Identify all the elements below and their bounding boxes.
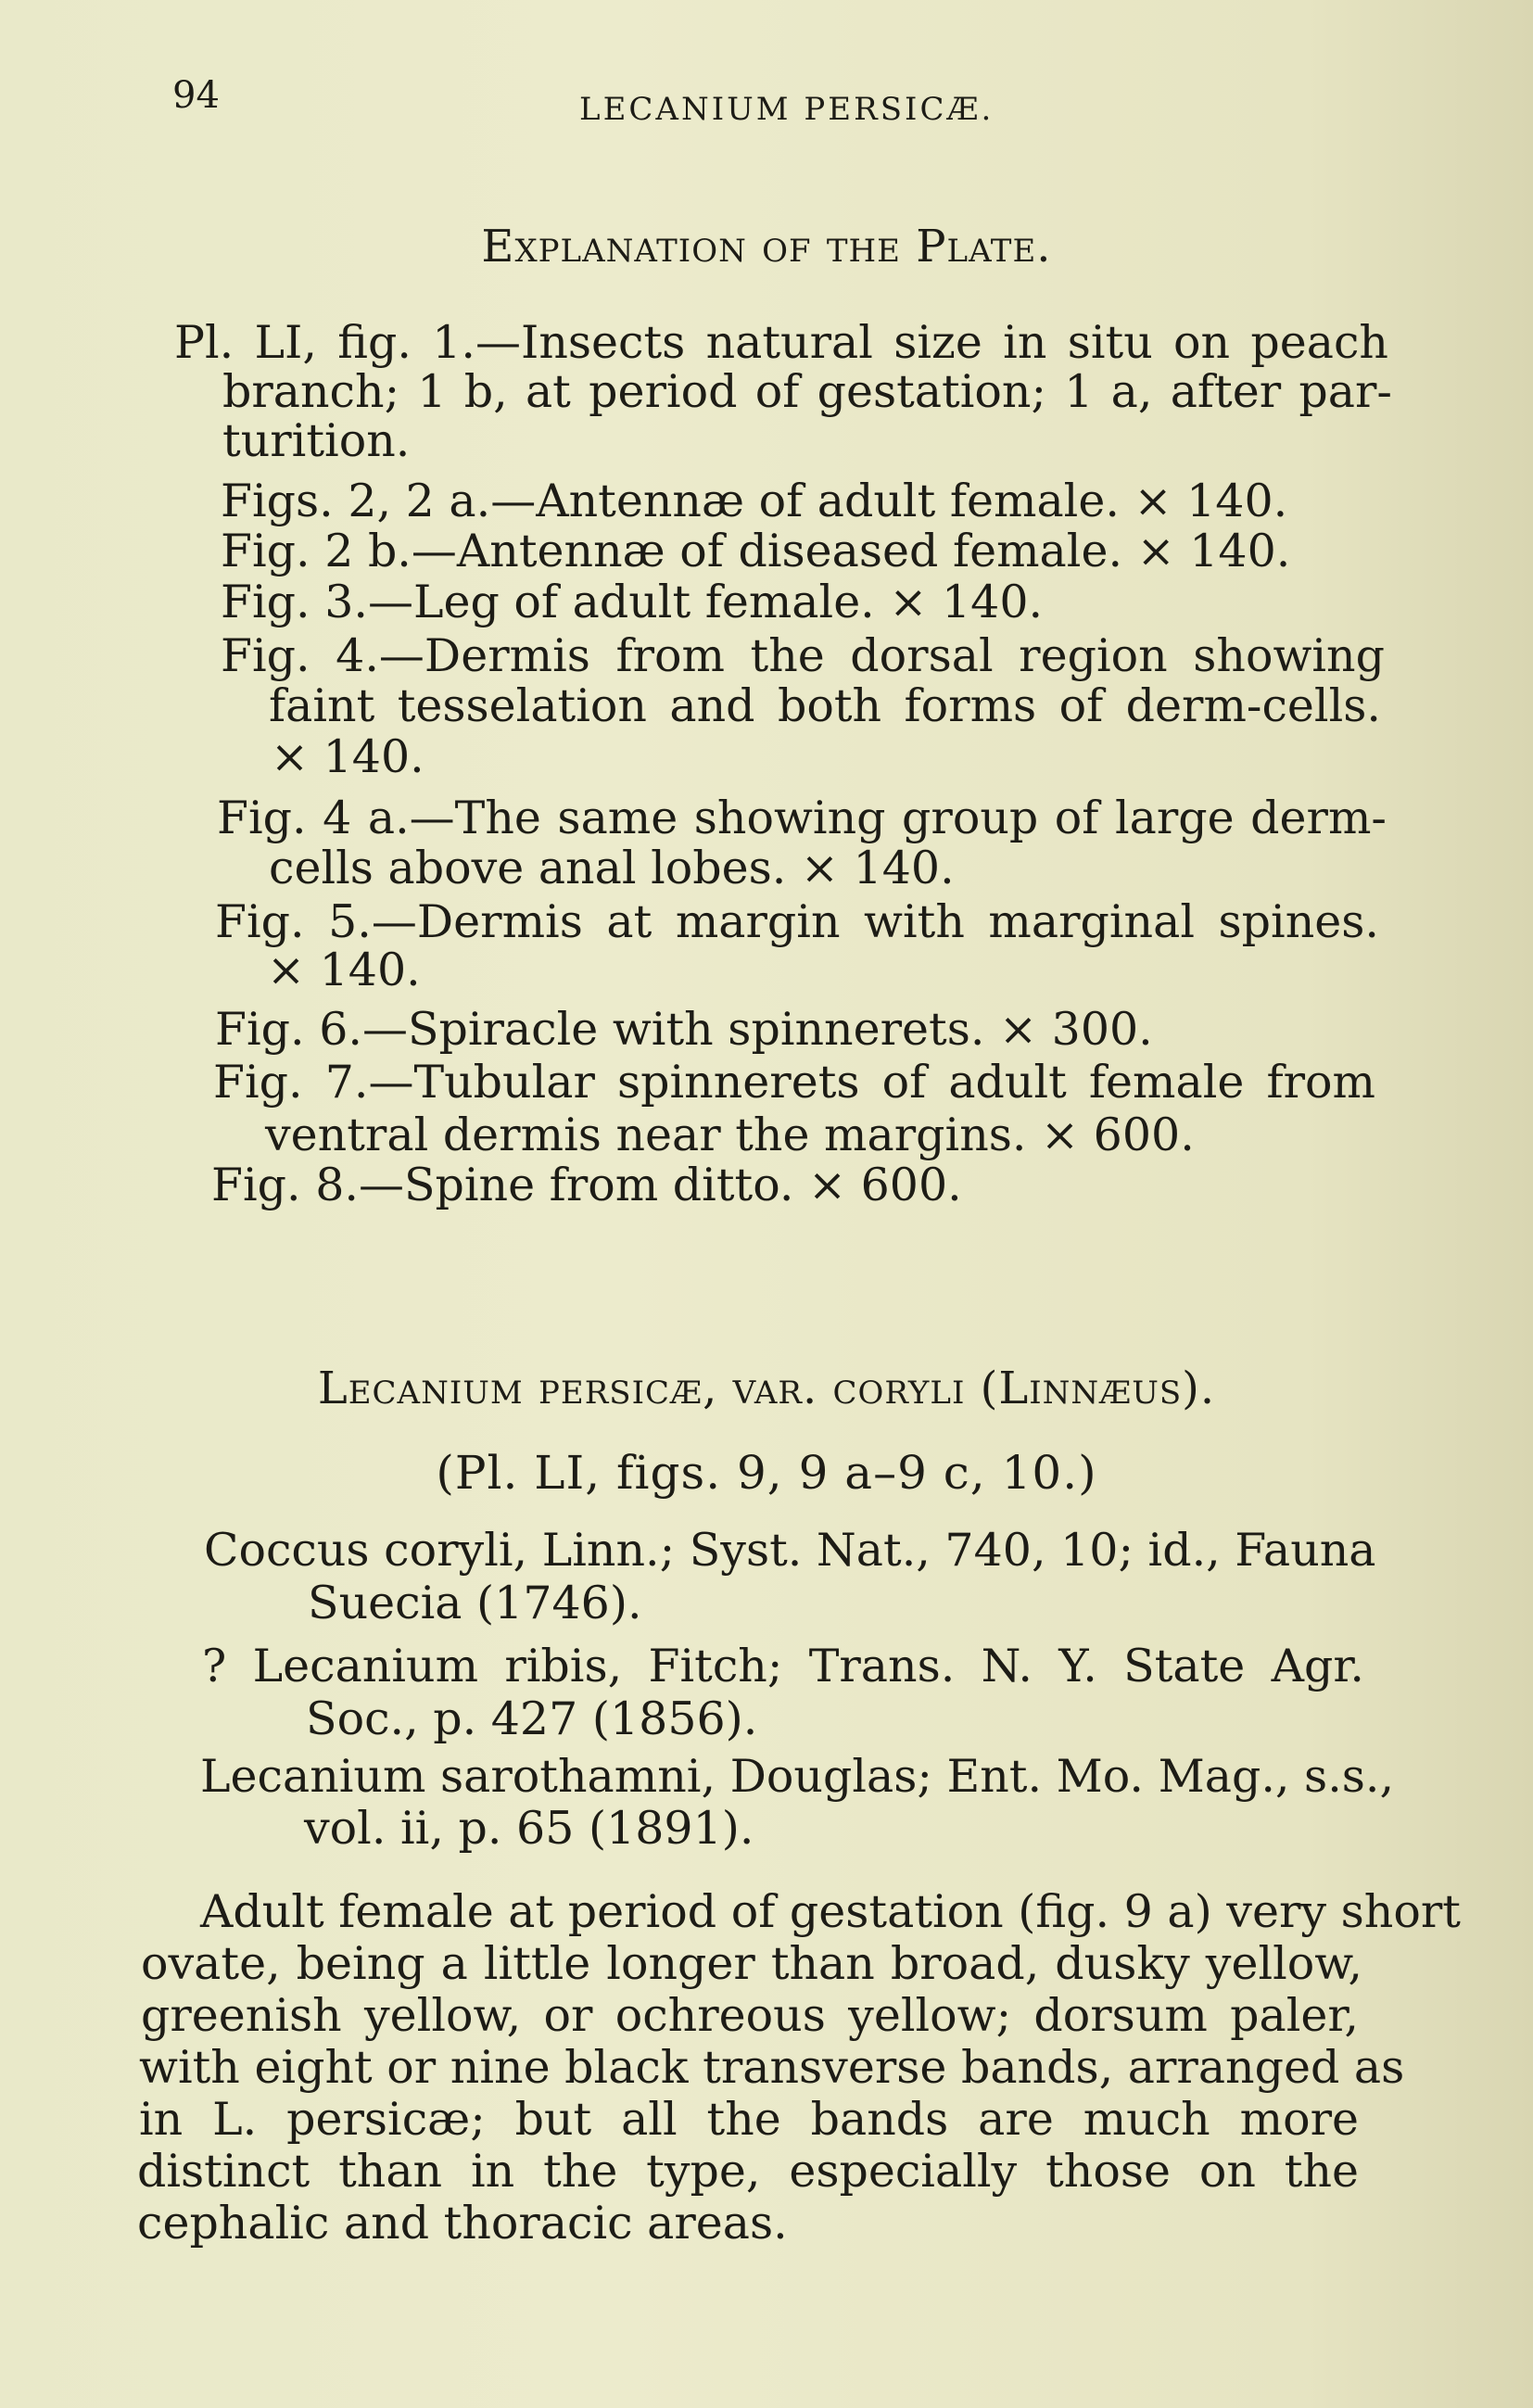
plate-explanation-heading: Explanation of the Plate. — [481, 221, 1052, 272]
plate-entry-line: Fig. 3.—Leg of adult female. × 140. — [221, 576, 1044, 628]
plate-entry-line: cells above anal lobes. × 140. — [269, 842, 955, 894]
plate-entry-line: Fig. 2 b.—Antennæ of diseased female. × 140. — [221, 525, 1291, 577]
plate-entry-line: Fig. 5.—Dermis at margin with marginal spines. — [215, 895, 1379, 948]
plate-entry-line: Pl. LI, fig. 1.—Insects natural size in situ on peach — [174, 316, 1388, 369]
plate-entry-line: branch; 1 b, at period of gestation; 1 a, after par- — [222, 365, 1392, 418]
plate-entry-line: × 140. — [271, 730, 424, 783]
description-line: cephalic and thoracic areas. — [137, 2197, 788, 2250]
description-line: Adult female at period of gestation (fig. 9 a) very short — [200, 1885, 1461, 1938]
species-plate-reference: (Pl. LI, figs. 9, 9 a–9 c, 10.) — [436, 1446, 1097, 1500]
description-line: distinct than in the type, especially those on the — [137, 2145, 1359, 2198]
plate-entry-line: ventral dermis near the margins. × 600. — [265, 1109, 1195, 1161]
plate-entry-line: × 140. — [267, 944, 421, 996]
species-heading: Lecanium persicæ, var. coryli (Linnæus). — [317, 1362, 1216, 1414]
page-number: 94 — [172, 74, 220, 117]
plate-entry-line: Fig. 4.—Dermis from the dorsal region showing — [221, 629, 1385, 682]
plate-entry-line: faint tesselation and both forms of derm-cells. — [269, 679, 1381, 732]
plate-entry-line: Fig. 4 a.—The same showing group of large derm- — [217, 792, 1387, 844]
synonym-line: vol. ii, p. 65 (1891). — [304, 1802, 754, 1855]
description-line: ovate, being a little longer than broad, dusky yellow, — [141, 1937, 1362, 1990]
plate-entry-line: Figs. 2, 2 a.—Antennæ of adult female. × 140. — [221, 475, 1288, 527]
synonym-line: ? Lecanium ribis, Fitch; Trans. N. Y. State Agr. — [202, 1640, 1364, 1692]
synonym-line: Coccus coryli, Linn.; Syst. Nat., 740, 10; id., Fauna — [204, 1524, 1376, 1577]
description-line: with eight or nine black transverse bands, arranged as — [139, 2041, 1405, 2094]
plate-entry-line: Fig. 7.—Tubular spinnerets of adult female from — [213, 1056, 1375, 1109]
synonym-line: Lecanium sarothamni, Douglas; Ent. Mo. Mag., s.s., — [200, 1750, 1395, 1803]
plate-entry-line: Fig. 8.—Spine from ditto. × 600. — [211, 1159, 962, 1211]
synonym-line: Suecia (1746). — [308, 1577, 642, 1629]
synonym-line: Soc., p. 427 (1856). — [306, 1692, 758, 1745]
plate-entry-line: turition. — [222, 414, 411, 467]
plate-entry-line: Fig. 6.—Spiracle with spinnerets. × 300. — [215, 1003, 1153, 1056]
description-line: greenish yellow, or ochreous yellow; dorsum paler, — [141, 1989, 1359, 2042]
running-title: LECANIUM PERSICÆ. — [579, 91, 995, 128]
description-line: in L. persicæ; but all the bands are much more — [139, 2093, 1359, 2146]
